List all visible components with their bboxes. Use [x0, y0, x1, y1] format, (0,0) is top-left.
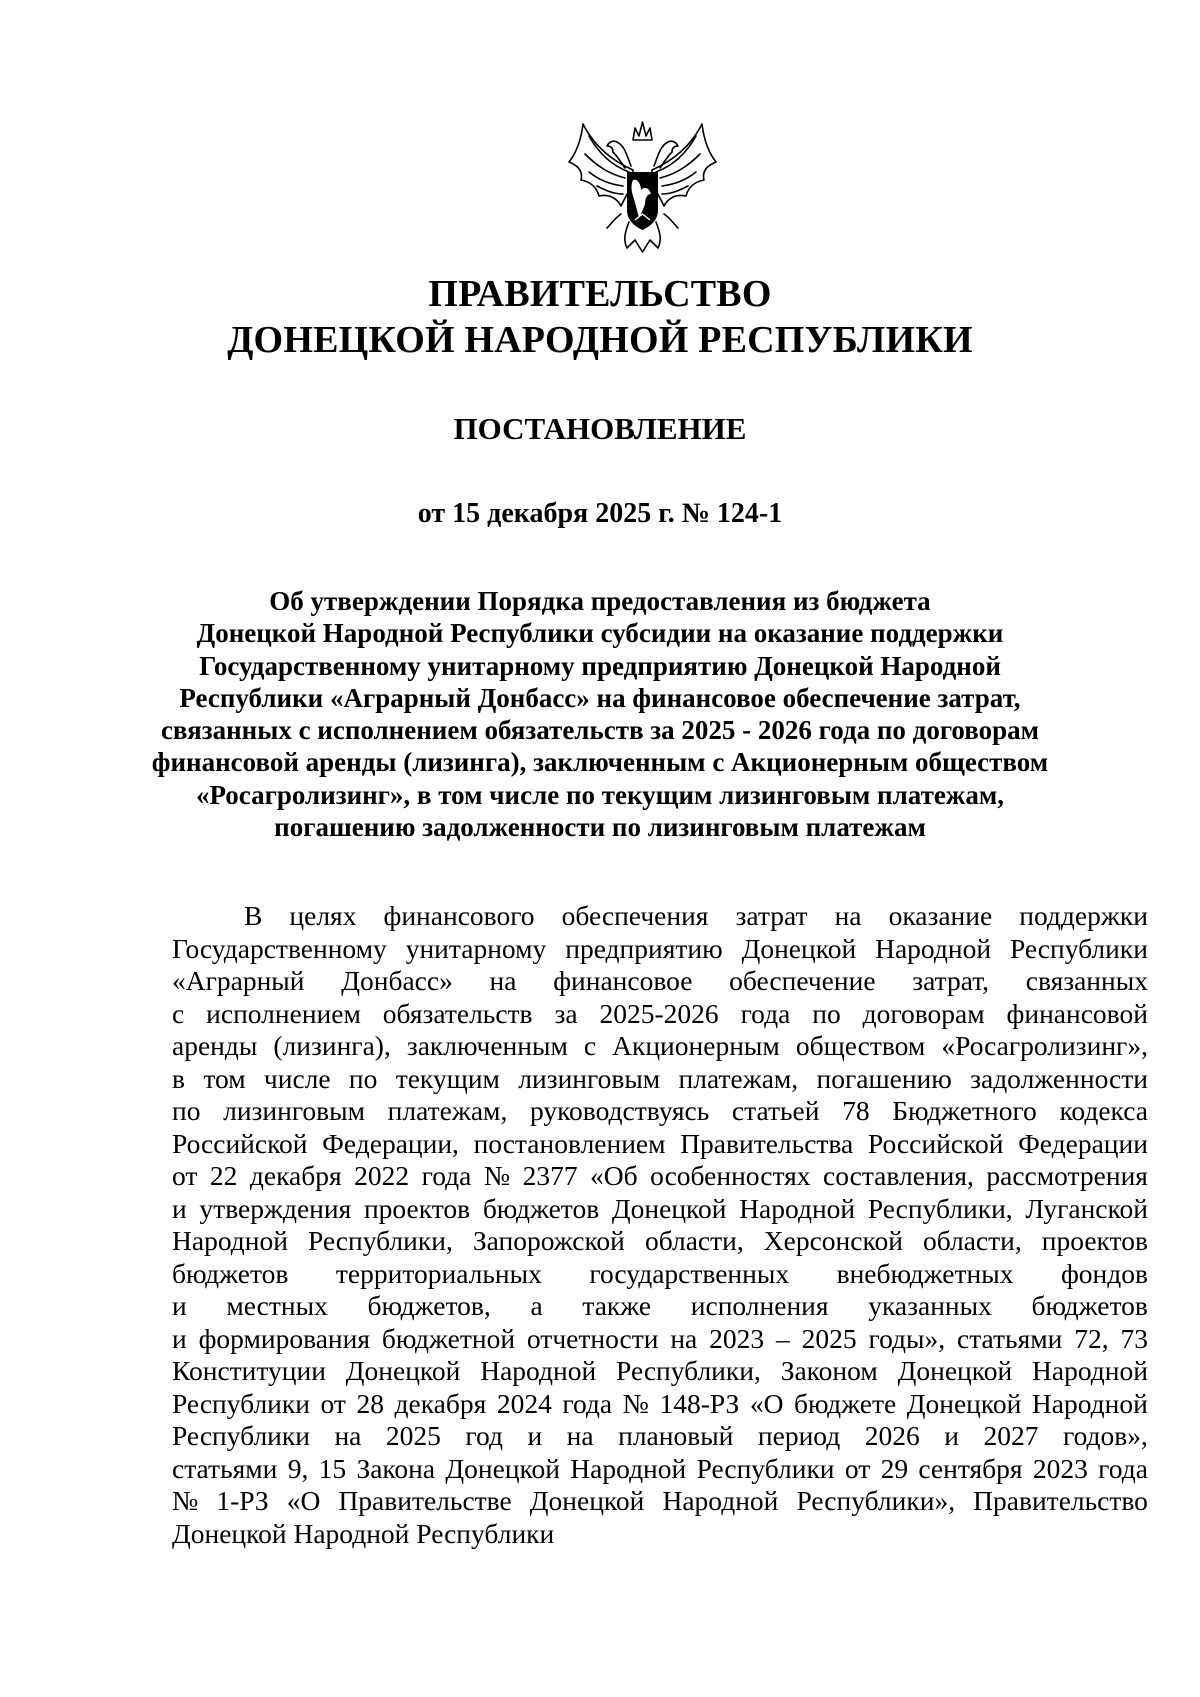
body-word: «Аграрный — [172, 965, 305, 996]
body-word: статьей — [731, 1095, 820, 1126]
body-word: Народной — [1031, 1387, 1148, 1419]
body-word: 15 — [318, 1452, 347, 1484]
body-word: от — [844, 1452, 871, 1484]
body-word: Луганской — [1025, 1192, 1148, 1224]
body-word: проектов — [1041, 1225, 1148, 1256]
body-line — [172, 1485, 1148, 1518]
body-line — [172, 1420, 1148, 1453]
body-word: лизинговым — [518, 1062, 661, 1094]
body-word: и — [172, 1290, 187, 1321]
body-word: Народной — [875, 932, 992, 964]
body-word: «О — [286, 1485, 321, 1516]
organization-title-line2: ДОНЕЦКОЙ НАРОДНОЙ РЕСПУБЛИКИ — [227, 319, 973, 361]
body-word: декабря — [249, 1160, 342, 1191]
body-word: – — [776, 1322, 790, 1354]
body-word: на — [670, 1322, 698, 1354]
body-word: 2025 — [801, 1322, 857, 1354]
body-word: Закона — [356, 1452, 436, 1484]
body-word: Республики, — [867, 1192, 1013, 1224]
body-line — [172, 1225, 1148, 1258]
body-word: Донецкой — [345, 1355, 461, 1386]
organization-title-line1: ПРАВИТЕЛЬСТВО — [428, 273, 772, 315]
body-word: Бюджетного — [892, 1095, 1037, 1126]
body-word: Республики, — [616, 1355, 761, 1386]
body-word: фондов — [1060, 1257, 1148, 1289]
body-word: статьями — [956, 1322, 1063, 1354]
body-word: по — [348, 1062, 378, 1094]
body-word: рассмотрения — [986, 1160, 1148, 1191]
body-word: обеспечение — [729, 965, 876, 996]
body-line — [172, 1160, 1148, 1193]
body-word: внебюджетных — [836, 1257, 1014, 1289]
body-line — [172, 965, 1148, 998]
body-word: Российской — [172, 1127, 308, 1159]
body-word: Правительство — [973, 1485, 1148, 1516]
body-word: Конституции — [172, 1355, 326, 1386]
body-word: задолженности — [970, 1062, 1148, 1094]
body-line — [172, 1323, 1148, 1356]
body-word: на — [834, 900, 862, 931]
body-line — [172, 1128, 1148, 1161]
body-word: 2027 — [983, 1420, 1039, 1451]
body-word: обязательств — [382, 997, 533, 1029]
body-word: Федерации — [1018, 1127, 1148, 1159]
body-word: Донецкой — [741, 932, 857, 964]
body-word: договорам — [862, 997, 985, 1029]
body-word: Донбасс» — [341, 965, 453, 996]
body-word: и — [172, 1192, 187, 1224]
body-word: Республики — [172, 1387, 310, 1419]
body-word: с — [583, 1030, 597, 1061]
body-word: Законом — [780, 1355, 878, 1386]
body-word: 2025-2026 — [599, 997, 719, 1029]
body-line — [172, 998, 1148, 1031]
body-word: Республики — [172, 1420, 310, 1451]
body-word: Народной — [570, 1452, 687, 1484]
body-word: 9, — [287, 1452, 309, 1484]
preamble-paragraph — [172, 900, 1148, 1550]
body-word: аренды — [172, 1030, 258, 1061]
body-word: Херсонской — [763, 1225, 903, 1256]
subject-line: погашению задолженности по лизинговым платежам — [274, 812, 926, 843]
body-word: 22 — [209, 1160, 238, 1191]
body-word: 148-РЗ — [659, 1387, 740, 1419]
body-word: Донецкой — [611, 1192, 727, 1224]
body-word: 78 — [842, 1095, 870, 1126]
subject-line: Об утверждении Порядка предоставления из бюджета — [269, 586, 931, 616]
body-word: 1-РЗ — [216, 1485, 269, 1516]
body-word: обеспечения — [561, 900, 709, 931]
body-word: Народной — [1032, 1355, 1148, 1386]
body-word: декабря — [394, 1387, 487, 1419]
body-line — [172, 1193, 1148, 1226]
body-word: Народной — [739, 1192, 856, 1224]
body-word: Народной — [172, 1225, 288, 1256]
body-word: 2023 — [1032, 1452, 1088, 1484]
body-word: и — [172, 1322, 187, 1354]
body-word: на — [334, 1420, 362, 1451]
body-word: № — [483, 1160, 511, 1191]
body-word: государственных — [589, 1257, 790, 1289]
body-line — [172, 1453, 1148, 1486]
body-word: отчетности — [526, 1322, 659, 1354]
body-word: области, — [644, 1225, 744, 1256]
body-word: финансовое — [553, 965, 693, 996]
body-word: (лизинга), — [273, 1030, 391, 1061]
body-word: на — [489, 965, 517, 996]
body-word: связанных — [1025, 965, 1148, 996]
body-word: и — [944, 1420, 959, 1451]
body-word: «Росагролизинг», — [941, 1030, 1148, 1061]
body-word: по — [812, 997, 841, 1029]
body-word: Народной — [480, 1355, 597, 1386]
body-word: от — [320, 1387, 346, 1419]
body-line — [172, 1063, 1148, 1096]
body-word: бюджетов — [1031, 1290, 1148, 1321]
body-word: по — [172, 1095, 201, 1126]
subject-line: связанных с исполнением обязательств за 2025 - 2026 года по договорам — [160, 715, 1040, 746]
body-word: поддержки — [1019, 900, 1148, 931]
body-word: года — [421, 1160, 472, 1191]
body-word: числе — [263, 1062, 331, 1094]
body-word: затрат, — [912, 965, 990, 996]
body-word: Запорожской — [472, 1225, 625, 1256]
coat-of-arms-eagle-icon — [555, 110, 730, 258]
body-word: Донецкой — [445, 1452, 560, 1484]
subject-line: Донецкой Народной Республики субсидии на оказание поддержки — [196, 618, 1004, 649]
body-word: унитарному — [405, 932, 547, 964]
body-word: Российской — [867, 1127, 1004, 1159]
body-word: плановый — [618, 1420, 734, 1451]
body-word: бюджетной — [381, 1322, 516, 1354]
body-word: «О — [749, 1387, 784, 1419]
body-word: от — [172, 1160, 198, 1191]
body-word: Республики — [696, 1452, 835, 1484]
body-word: за — [554, 997, 578, 1029]
body-word: бюджетов — [172, 1257, 289, 1289]
body-word: финансового — [383, 900, 535, 931]
body-word: кодекса — [1059, 1095, 1148, 1126]
body-line — [172, 1290, 1148, 1323]
body-word: бюджете — [794, 1387, 897, 1419]
subject-line: Государственному унитарному предприятию Донецкой Народной — [199, 650, 1001, 681]
body-word: платежам, — [387, 1095, 508, 1126]
body-word: Народной — [662, 1485, 779, 1516]
document-subject — [150, 585, 1050, 843]
body-word: 2377 — [522, 1160, 578, 1191]
body-word: Государственному — [172, 932, 387, 964]
body-word: Республики, — [307, 1225, 453, 1256]
body-word: и — [527, 1420, 543, 1451]
body-word: погашению — [816, 1062, 952, 1094]
body-word: заключенным — [406, 1030, 568, 1061]
subject-line: Республики «Аграрный Донбасс» на финансовое обеспечение затрат, — [179, 682, 1021, 713]
body-word: Акционерным — [612, 1030, 780, 1061]
body-word: указанных — [868, 1290, 992, 1321]
body-line — [172, 1258, 1148, 1291]
body-word: № — [622, 1387, 649, 1419]
body-word: исполнения — [690, 1290, 829, 1321]
body-word: 2026 — [864, 1420, 920, 1451]
body-word: «Об — [590, 1160, 638, 1191]
body-word: составления, — [822, 1160, 974, 1191]
body-word: утверждения — [199, 1192, 352, 1224]
body-word: местных — [226, 1290, 328, 1321]
body-word: целях — [289, 900, 357, 931]
body-word: 29 — [880, 1452, 909, 1484]
body-word: особенностях — [650, 1160, 811, 1191]
body-word: Донецкой — [897, 1355, 1013, 1386]
body-word: Правительства — [680, 1127, 854, 1159]
body-word: год — [465, 1420, 503, 1451]
body-word: года — [1098, 1452, 1148, 1484]
body-word: 2023 — [709, 1322, 765, 1354]
body-word: 28 — [356, 1387, 384, 1419]
body-word: затрат — [735, 900, 808, 931]
body-word: 2022 — [354, 1160, 410, 1191]
body-word: на — [566, 1420, 594, 1451]
body-word: с — [172, 997, 185, 1029]
body-word: также — [582, 1290, 652, 1321]
body-word: Донецкой — [529, 1485, 645, 1516]
body-word: годы», — [868, 1322, 946, 1354]
body-word: статьями — [172, 1452, 278, 1484]
body-line — [172, 1095, 1148, 1128]
body-word: года — [740, 997, 791, 1029]
body-word: оказание — [888, 900, 993, 931]
body-word: Донецкой — [906, 1387, 1022, 1419]
body-word: территориальных — [335, 1257, 542, 1289]
body-word: проектов — [363, 1192, 471, 1224]
body-line — [172, 1388, 1148, 1421]
body-line: Донецкой Народной Республики — [172, 1517, 555, 1549]
body-word: Федерации, — [322, 1127, 459, 1159]
body-line — [172, 1355, 1148, 1388]
body-word: предприятию — [565, 932, 723, 964]
body-word: Республики — [1009, 932, 1148, 964]
body-word: области, — [922, 1225, 1022, 1256]
body-word: постановлением — [473, 1127, 666, 1159]
body-word: а — [530, 1290, 543, 1321]
document-type: ПОСТАНОВЛЕНИЕ — [453, 411, 747, 446]
body-word: бюджетов, — [367, 1290, 491, 1321]
body-word: годов», — [1062, 1420, 1148, 1451]
body-word: руководствуясь — [529, 1095, 710, 1126]
body-word: сентября — [918, 1452, 1023, 1484]
body-word: В — [244, 900, 263, 931]
document-date-number: от 15 декабря 2025 г. № 124-1 — [417, 498, 783, 529]
body-word: период — [757, 1420, 841, 1451]
body-word: в — [172, 1062, 185, 1094]
body-word: лизинговым — [223, 1095, 366, 1126]
body-word: 2025 — [385, 1420, 441, 1451]
body-line — [172, 900, 1148, 933]
body-word: № — [172, 1485, 199, 1516]
subject-line: финансовой аренды (лизинга), заключенным с Акционерным обществом — [151, 747, 1049, 778]
body-word: Республики», — [796, 1485, 956, 1516]
subject-line: «Росагролизинг», в том числе по текущим лизинговым платежам, — [195, 779, 1005, 810]
body-line — [172, 1030, 1148, 1063]
body-line — [172, 933, 1148, 966]
body-word: Правительстве — [338, 1485, 512, 1516]
body-word: бюджетов — [482, 1192, 600, 1224]
body-word: платежам, — [678, 1062, 799, 1094]
body-word: формирования — [198, 1322, 371, 1354]
body-word: 72, — [1074, 1322, 1109, 1354]
body-word: текущим — [395, 1062, 500, 1094]
body-word: том — [203, 1062, 246, 1094]
body-word: 2024 — [496, 1387, 552, 1419]
body-word: года — [562, 1387, 613, 1419]
organization-title — [0, 271, 1200, 363]
body-word: финансовой — [1006, 997, 1148, 1029]
body-word: 73 — [1120, 1322, 1148, 1354]
body-word: исполнением — [206, 997, 361, 1029]
body-word: обществом — [795, 1030, 926, 1061]
